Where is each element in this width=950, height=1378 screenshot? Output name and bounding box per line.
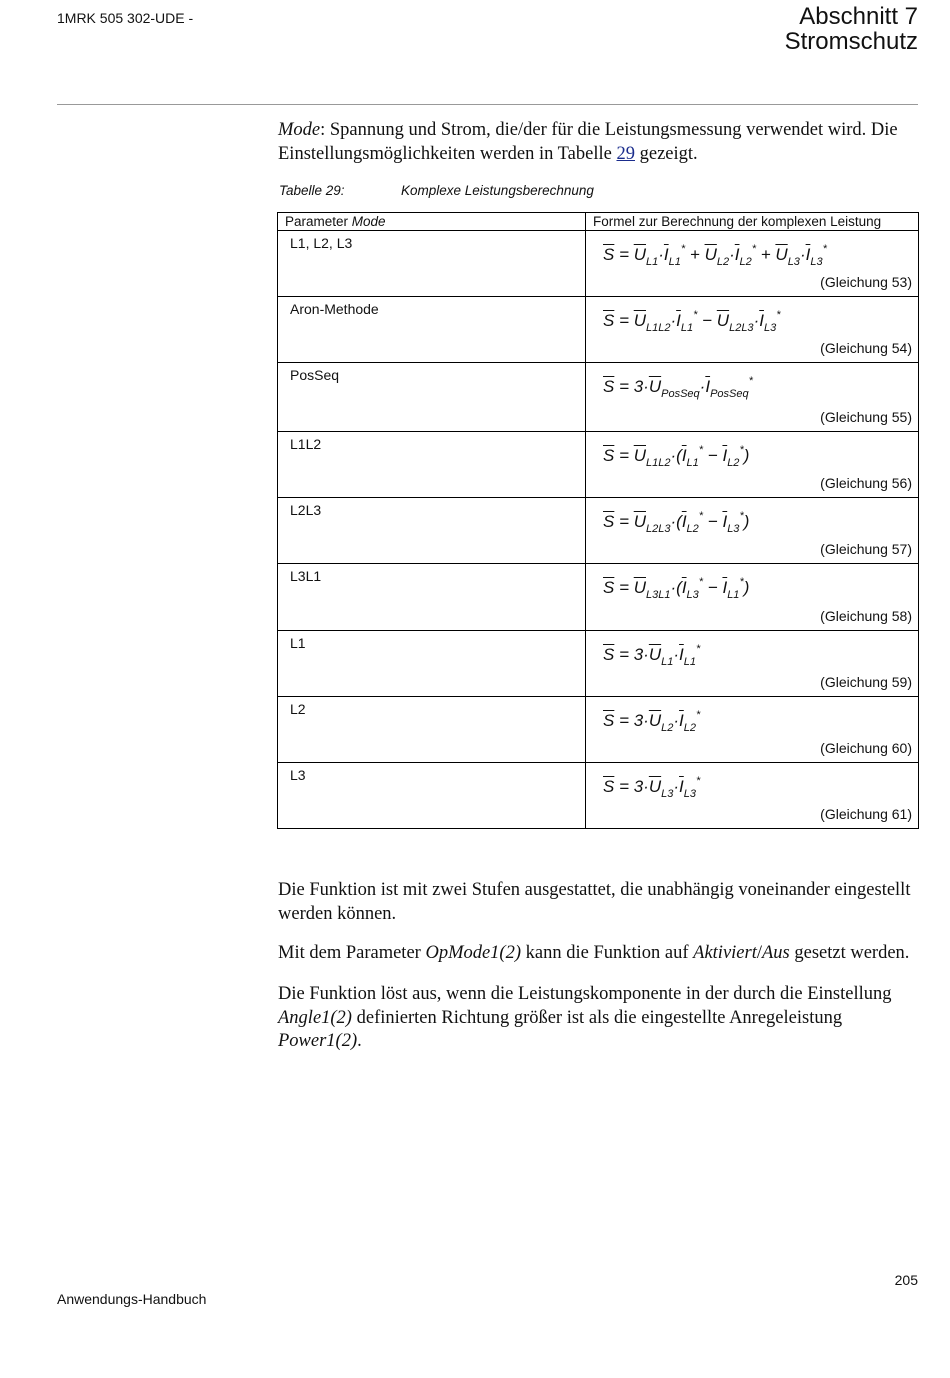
table-header-row [278,213,919,231]
paragraph-stages: Die Funktion ist mit zwei Stufen ausgestattet, die unabhängig voneinander eingestellt werden können. [278,880,911,924]
equation-number: (Gleichung 55) [820,409,912,425]
header-formula: Formel zur Berechnung der komplexen Leistung [586,213,919,231]
equation-number: (Gleichung 57) [820,541,912,557]
formula-cell [586,363,919,432]
mode-cell: L3 [278,763,586,829]
equation-number: (Gleichung 56) [820,475,912,491]
equation-number: (Gleichung 59) [820,674,912,690]
mode-cell: L2 [278,697,586,763]
table-reference-link[interactable]: 29 [616,143,635,164]
table-row [278,564,919,631]
mode-cell: L2L3 [278,498,586,564]
power-calculation-table [277,212,919,829]
table-row [278,697,919,763]
formula-cell [586,564,919,631]
table-caption-title: Komplexe Leistungsberechnung [401,183,594,198]
param-angle: Angle1(2) [278,1007,352,1028]
equation-number: (Gleichung 58) [820,608,912,624]
header-divider [57,104,918,105]
table-row [278,363,919,432]
mode-term: Mode [278,120,321,140]
formula-s-l2l3: $\overline{S} = \overline{U}_{L2L3}\cdot(\overline{I}_{L2}^* - \overline{I}_{L3}^*)$ [603,510,750,535]
mode-cell: Aron-Methode [278,297,586,363]
paragraph-trip: Die Funktion löst aus, wenn die Leistungskomponente in der durch die Einstellung Angle1(2) definierten Richtung größer ist als die eingestellte Anregeleistung Power1(2). [278,984,892,1051]
mode-cell: L1, L2, L3 [278,231,586,297]
section-title: Stromschutz [784,28,918,55]
formula-cell [586,631,919,697]
formula-s-l1l2l3: $\overline{S} = \overline{U}_{L1}\cdot\overline{I}_{L1}^* + \overline{U}_{L2}\cdot\overline{I}_{L2}^* + \overline{U}_{L3}\cdot\overline{I}_{L3}^*$ [603,243,827,268]
equation-number: (Gleichung 61) [820,806,912,822]
mode-cell: L1L2 [278,432,586,498]
table-caption-label: Tabelle 29: [279,183,345,198]
footer-manual-title: Anwendungs-Handbuch [57,1291,207,1307]
mode-cell: L3L1 [278,564,586,631]
section-header [785,4,918,54]
equation-number: (Gleichung 54) [820,340,912,356]
table-row [278,498,919,564]
mode-cell: PosSeq [278,363,586,432]
formula-s-l2: $\overline{S} = 3\cdot\overline{U}_{L2}\cdot\overline{I}_{L2}^*$ [603,709,701,734]
table-row [278,231,919,297]
param-power: Power1(2) [278,1031,358,1051]
intro-paragraph: Mode: Spannung und Strom, die/der für die Leistungsmessung verwendet wird. Die Einstellungsmöglichkeiten werden in Tabelle 29 gezeigt. [278,120,898,164]
formula-cell [586,231,919,297]
formula-s-l3: $\overline{S} = 3\cdot\overline{U}_{L3}\cdot\overline{I}_{L3}^*$ [603,775,701,800]
param-opmode: OpMode1(2) [425,943,522,963]
equation-number: (Gleichung 60) [820,740,912,756]
paragraph-opmode: Mit dem Parameter OpMode1(2) kann die Funktion auf Aktiviert/Aus gesetzt werden. [278,943,910,963]
equation-number: (Gleichung 53) [820,274,912,290]
formula-cell [586,763,919,829]
document-id: 1MRK 505 302-UDE - [57,10,194,26]
formula-s-posseq: $\overline{S} = 3\cdot\overline{U}_{PosSeq}\cdot\overline{I}_{PosSeq}^*$ [603,375,753,400]
table-row [278,763,919,829]
table-row [278,432,919,498]
formula-s-l1l2: $\overline{S} = \overline{U}_{L1L2}\cdot(\overline{I}_{L1}^* - \overline{I}_{L2}^*)$ [603,444,750,469]
formula-cell [586,432,919,498]
table-row [278,631,919,697]
formula-cell [586,697,919,763]
header-parameter-mode: Parameter Mode [278,213,586,231]
mode-cell: L1 [278,631,586,697]
formula-s-l1: $\overline{S} = 3\cdot\overline{U}_{L1}\cdot\overline{I}_{L1}^*$ [603,643,701,668]
table-row [278,297,919,363]
formula-s-l3l1: $\overline{S} = \overline{U}_{L3L1}\cdot(\overline{I}_{L3}^* - \overline{I}_{L1}^*)$ [603,576,750,601]
section-number: Abschnitt 7 [799,3,918,30]
formula-cell [586,498,919,564]
formula-cell [586,297,919,363]
formula-s-aron: $\overline{S} = \overline{U}_{L1L2}\cdot\overline{I}_{L1}^* - \overline{U}_{L2L3}\cdot\overline{I}_{L3}^*$ [603,309,781,334]
page-number: 205 [894,1272,918,1288]
